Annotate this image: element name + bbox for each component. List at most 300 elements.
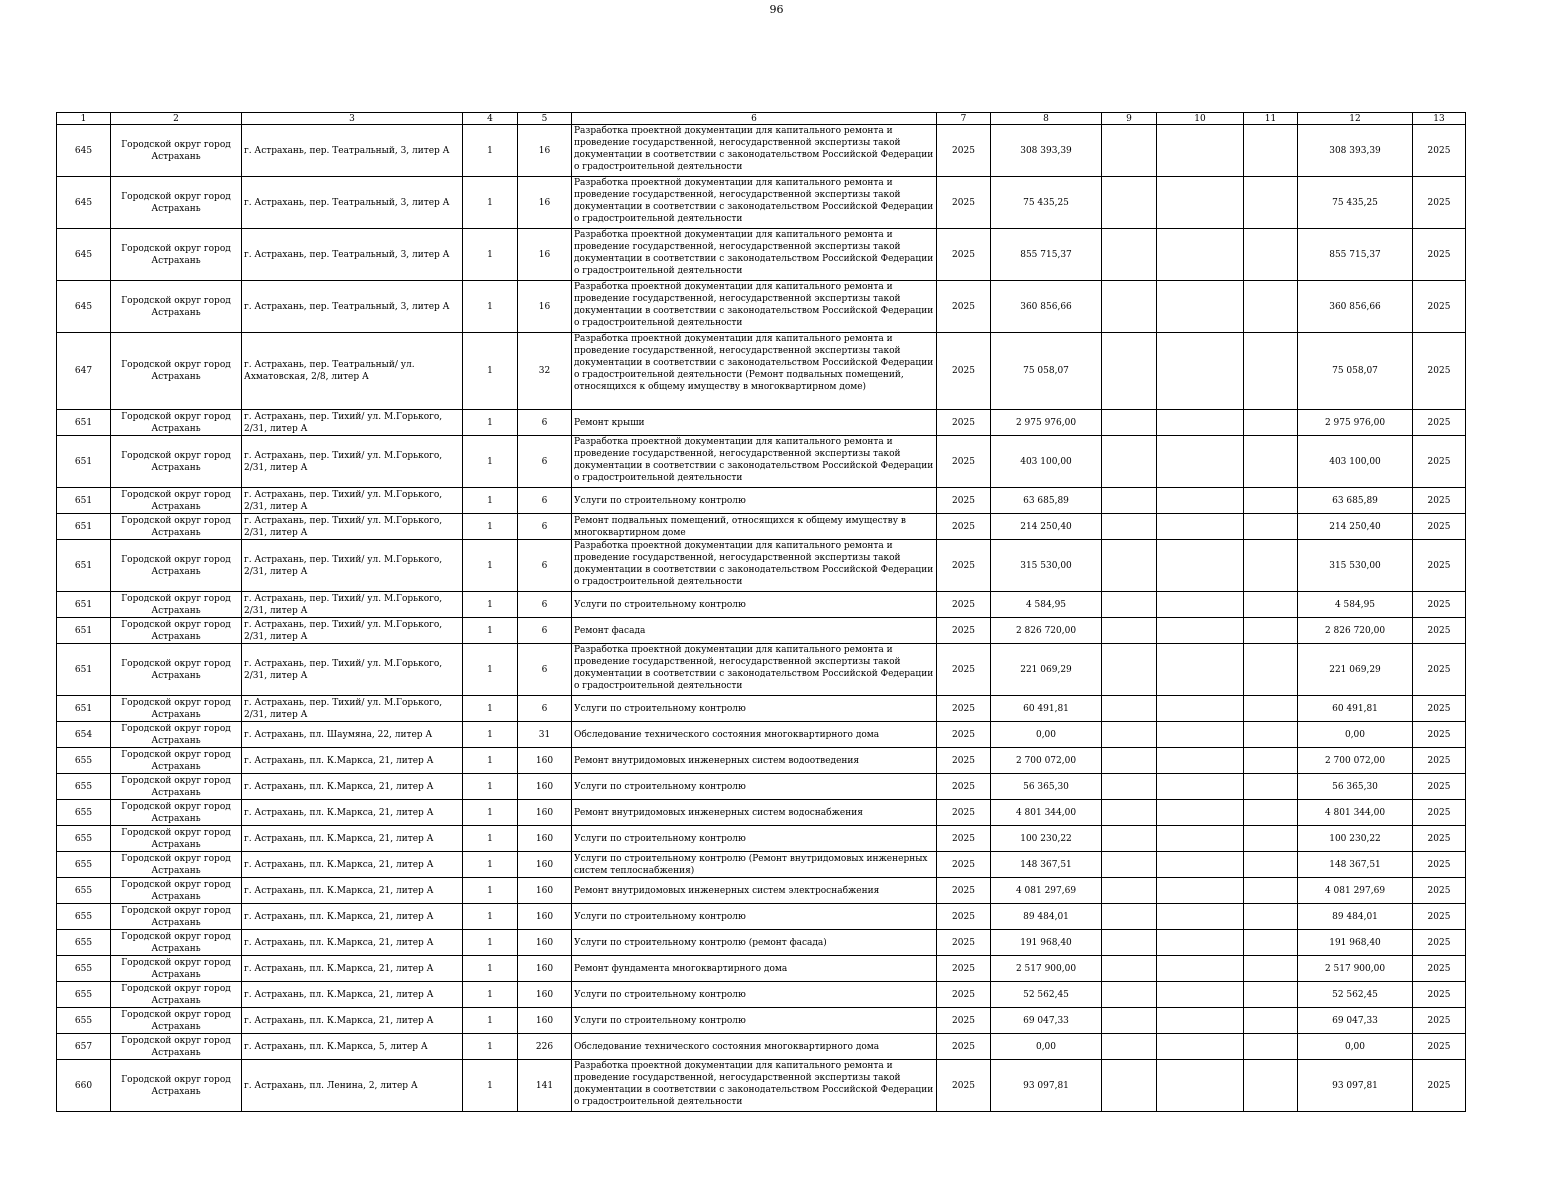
cell-col9 — [1102, 748, 1157, 774]
cell-cost-total: 360 856,66 — [991, 281, 1102, 333]
table-header — [57, 113, 1466, 125]
cell-work-type: Ремонт внутридомовых инженерных систем водоотведения — [572, 748, 937, 774]
cell-col9 — [1102, 956, 1157, 982]
cell-col9 — [1102, 982, 1157, 1008]
cell-col11 — [1244, 592, 1298, 618]
cell-cost-region: 63 685,89 — [1298, 488, 1413, 514]
cell-col9 — [1102, 125, 1157, 177]
cell-year-end: 2025 — [1413, 540, 1466, 592]
cell-municipality: Городской округ город Астрахань — [111, 1060, 242, 1112]
cell-cost-total: 191 968,40 — [991, 930, 1102, 956]
header-cell-5: 5 — [518, 113, 572, 125]
cell-col9 — [1102, 774, 1157, 800]
cell-number: 655 — [57, 930, 111, 956]
cell-col9 — [1102, 514, 1157, 540]
cell-year-end: 2025 — [1413, 982, 1466, 1008]
cell-work-type: Услуги по строительному контролю — [572, 982, 937, 1008]
cell-cost-total: 75 435,25 — [991, 177, 1102, 229]
cell-year: 2025 — [937, 514, 991, 540]
table-row — [57, 826, 1466, 852]
cell-col10 — [1157, 436, 1244, 488]
cell-col5: 160 — [518, 878, 572, 904]
cell-number: 645 — [57, 177, 111, 229]
cell-number: 655 — [57, 852, 111, 878]
table-row — [57, 1034, 1466, 1060]
header-row — [57, 113, 1466, 125]
cell-col9 — [1102, 1008, 1157, 1034]
cell-col11 — [1244, 956, 1298, 982]
cell-col9 — [1102, 878, 1157, 904]
table-row — [57, 125, 1466, 177]
table-row — [57, 696, 1466, 722]
cell-col11 — [1244, 177, 1298, 229]
cell-col10 — [1157, 956, 1244, 982]
cell-col4: 1 — [463, 488, 518, 514]
cell-col9 — [1102, 1060, 1157, 1112]
cell-year: 2025 — [937, 826, 991, 852]
cell-cost-total: 52 562,45 — [991, 982, 1102, 1008]
cell-year: 2025 — [937, 1060, 991, 1112]
cell-col5: 16 — [518, 177, 572, 229]
header-cell-7: 7 — [937, 113, 991, 125]
cell-year: 2025 — [937, 982, 991, 1008]
cell-col5: 160 — [518, 852, 572, 878]
cell-year-end: 2025 — [1413, 800, 1466, 826]
cell-col10 — [1157, 878, 1244, 904]
cell-col5: 160 — [518, 748, 572, 774]
cell-year-end: 2025 — [1413, 229, 1466, 281]
table-row — [57, 410, 1466, 436]
cell-cost-total: 221 069,29 — [991, 644, 1102, 696]
cell-cost-total: 4 081 297,69 — [991, 878, 1102, 904]
cell-year-end: 2025 — [1413, 644, 1466, 696]
cell-year-end: 2025 — [1413, 618, 1466, 644]
cell-cost-total: 148 367,51 — [991, 852, 1102, 878]
cell-col11 — [1244, 800, 1298, 826]
cell-cost-region: 4 081 297,69 — [1298, 878, 1413, 904]
cell-year-end: 2025 — [1413, 878, 1466, 904]
cell-col10 — [1157, 125, 1244, 177]
cell-year-end: 2025 — [1413, 696, 1466, 722]
table-row — [57, 488, 1466, 514]
cell-cost-region: 148 367,51 — [1298, 852, 1413, 878]
cell-col11 — [1244, 930, 1298, 956]
cell-col4: 1 — [463, 177, 518, 229]
cell-number: 655 — [57, 904, 111, 930]
cell-col10 — [1157, 982, 1244, 1008]
cell-col11 — [1244, 125, 1298, 177]
cell-municipality: Городской округ город Астрахань — [111, 878, 242, 904]
cell-col11 — [1244, 722, 1298, 748]
cell-year: 2025 — [937, 333, 991, 410]
table-row — [57, 800, 1466, 826]
cell-cost-total: 89 484,01 — [991, 904, 1102, 930]
cell-year: 2025 — [937, 488, 991, 514]
cell-col4: 1 — [463, 1008, 518, 1034]
table-row — [57, 1060, 1466, 1112]
cell-col9 — [1102, 644, 1157, 696]
cell-number: 651 — [57, 514, 111, 540]
cell-number: 651 — [57, 644, 111, 696]
cell-year: 2025 — [937, 904, 991, 930]
cell-year: 2025 — [937, 1034, 991, 1060]
cell-address: г. Астрахань, пл. К.Маркса, 5, литер А — [242, 1034, 463, 1060]
cell-address: г. Астрахань, пер. Тихий/ ул. М.Горького, 2/31, литер А — [242, 644, 463, 696]
cell-col5: 160 — [518, 904, 572, 930]
table-row — [57, 878, 1466, 904]
cell-col5: 160 — [518, 1008, 572, 1034]
cell-col10 — [1157, 488, 1244, 514]
cell-col5: 6 — [518, 514, 572, 540]
table-row — [57, 333, 1466, 410]
cell-cost-total: 93 097,81 — [991, 1060, 1102, 1112]
cell-col5: 160 — [518, 956, 572, 982]
cell-municipality: Городской округ город Астрахань — [111, 696, 242, 722]
cell-col10 — [1157, 774, 1244, 800]
header-cell-12: 12 — [1298, 113, 1413, 125]
cell-col4: 1 — [463, 826, 518, 852]
cell-cost-region: 360 856,66 — [1298, 281, 1413, 333]
cell-col10 — [1157, 904, 1244, 930]
cell-number: 655 — [57, 982, 111, 1008]
cell-number: 645 — [57, 281, 111, 333]
cell-year-end: 2025 — [1413, 592, 1466, 618]
cell-municipality: Городской округ город Астрахань — [111, 229, 242, 281]
header-cell-13: 13 — [1413, 113, 1466, 125]
cell-col11 — [1244, 540, 1298, 592]
cell-address: г. Астрахань, пер. Тихий/ ул. М.Горького, 2/31, литер А — [242, 592, 463, 618]
cell-cost-total: 60 491,81 — [991, 696, 1102, 722]
cell-cost-region: 89 484,01 — [1298, 904, 1413, 930]
cell-number: 651 — [57, 488, 111, 514]
cell-number: 655 — [57, 956, 111, 982]
cell-col10 — [1157, 618, 1244, 644]
cell-address: г. Астрахань, пер. Тихий/ ул. М.Горького, 2/31, литер А — [242, 410, 463, 436]
cell-col5: 160 — [518, 800, 572, 826]
cell-number: 655 — [57, 878, 111, 904]
cell-col11 — [1244, 696, 1298, 722]
table-row — [57, 229, 1466, 281]
cell-col4: 1 — [463, 800, 518, 826]
header-cell-8: 8 — [991, 113, 1102, 125]
cell-work-type: Разработка проектной документации для капитального ремонта и проведение государственной, негосударственной экспертизы такой документации в соответствии с законодательством Российской Федерации о градостроительной деятельности — [572, 125, 937, 177]
cell-col4: 1 — [463, 410, 518, 436]
cell-col9 — [1102, 1034, 1157, 1060]
cell-col4: 1 — [463, 333, 518, 410]
cell-col5: 16 — [518, 281, 572, 333]
cell-work-type: Ремонт фундамента многоквартирного дома — [572, 956, 937, 982]
cell-col11 — [1244, 281, 1298, 333]
cell-year: 2025 — [937, 618, 991, 644]
cell-work-type: Услуги по строительному контролю — [572, 774, 937, 800]
cell-col10 — [1157, 826, 1244, 852]
cell-cost-region: 69 047,33 — [1298, 1008, 1413, 1034]
cell-municipality: Городской округ город Астрахань — [111, 410, 242, 436]
table-row — [57, 956, 1466, 982]
cell-municipality: Городской округ город Астрахань — [111, 930, 242, 956]
table-row — [57, 852, 1466, 878]
cell-col11 — [1244, 229, 1298, 281]
cell-work-type: Услуги по строительному контролю — [572, 1008, 937, 1034]
cell-col5: 6 — [518, 540, 572, 592]
cell-col11 — [1244, 1060, 1298, 1112]
cell-cost-total: 69 047,33 — [991, 1008, 1102, 1034]
cell-col5: 160 — [518, 930, 572, 956]
cell-col11 — [1244, 1008, 1298, 1034]
cell-address: г. Астрахань, пл. К.Маркса, 21, литер А — [242, 930, 463, 956]
cell-address: г. Астрахань, пл. К.Маркса, 21, литер А — [242, 852, 463, 878]
cell-col9 — [1102, 540, 1157, 592]
cell-year-end: 2025 — [1413, 333, 1466, 410]
cell-year-end: 2025 — [1413, 852, 1466, 878]
cell-number: 651 — [57, 436, 111, 488]
cell-year: 2025 — [937, 281, 991, 333]
cell-work-type: Разработка проектной документации для капитального ремонта и проведение государственной, негосударственной экспертизы такой документации в соответствии с законодательством Российской Федерации о градостроительной деятельности (Ремонт подвальных помещений, относящихся к общему имуществу в многоквартирном доме) — [572, 333, 937, 410]
cell-col10 — [1157, 229, 1244, 281]
cell-work-type: Ремонт крыши — [572, 410, 937, 436]
cell-col11 — [1244, 982, 1298, 1008]
cell-col4: 1 — [463, 644, 518, 696]
table-row — [57, 540, 1466, 592]
cell-col11 — [1244, 436, 1298, 488]
cell-year: 2025 — [937, 722, 991, 748]
cell-col10 — [1157, 1008, 1244, 1034]
cell-year-end: 2025 — [1413, 125, 1466, 177]
cell-municipality: Городской округ город Астрахань — [111, 1008, 242, 1034]
cell-col9 — [1102, 696, 1157, 722]
cell-cost-total: 0,00 — [991, 722, 1102, 748]
cell-col4: 1 — [463, 1060, 518, 1112]
cell-cost-region: 75 435,25 — [1298, 177, 1413, 229]
cell-municipality: Городской округ город Астрахань — [111, 125, 242, 177]
cell-col9 — [1102, 852, 1157, 878]
cell-work-type: Услуги по строительному контролю — [572, 696, 937, 722]
cell-cost-total: 855 715,37 — [991, 229, 1102, 281]
table-row — [57, 748, 1466, 774]
cell-year: 2025 — [937, 410, 991, 436]
cell-work-type: Разработка проектной документации для капитального ремонта и проведение государственной, негосударственной экспертизы такой документации в соответствии с законодательством Российской Федерации о градостроительной деятельности — [572, 644, 937, 696]
cell-year: 2025 — [937, 1008, 991, 1034]
cell-year-end: 2025 — [1413, 410, 1466, 436]
cell-col9 — [1102, 436, 1157, 488]
cell-year: 2025 — [937, 956, 991, 982]
table-row — [57, 592, 1466, 618]
cell-col5: 16 — [518, 229, 572, 281]
cell-col10 — [1157, 177, 1244, 229]
cell-cost-total: 2 826 720,00 — [991, 618, 1102, 644]
cell-year: 2025 — [937, 878, 991, 904]
cell-col11 — [1244, 878, 1298, 904]
cell-cost-total: 214 250,40 — [991, 514, 1102, 540]
cell-work-type: Услуги по строительному контролю — [572, 904, 937, 930]
cell-cost-region: 52 562,45 — [1298, 982, 1413, 1008]
table-row — [57, 436, 1466, 488]
cell-col10 — [1157, 592, 1244, 618]
cell-municipality: Городской округ город Астрахань — [111, 333, 242, 410]
cell-col10 — [1157, 1034, 1244, 1060]
cell-number: 657 — [57, 1034, 111, 1060]
cell-address: г. Астрахань, пл. Шаумяна, 22, литер А — [242, 722, 463, 748]
cell-work-type: Услуги по строительному контролю (Ремонт внутридомовых инженерных систем теплоснабжения) — [572, 852, 937, 878]
cell-work-type: Обследование технического состояния многоквартирного дома — [572, 722, 937, 748]
cell-col11 — [1244, 618, 1298, 644]
cell-col5: 160 — [518, 982, 572, 1008]
cell-work-type: Ремонт подвальных помещений, относящихся к общему имуществу в многоквартирном доме — [572, 514, 937, 540]
cell-year: 2025 — [937, 748, 991, 774]
cell-address: г. Астрахань, пл. К.Маркса, 21, литер А — [242, 904, 463, 930]
cell-cost-region: 403 100,00 — [1298, 436, 1413, 488]
cell-municipality: Городской округ город Астрахань — [111, 956, 242, 982]
cell-cost-region: 60 491,81 — [1298, 696, 1413, 722]
cell-cost-total: 2 975 976,00 — [991, 410, 1102, 436]
cell-cost-total: 75 058,07 — [991, 333, 1102, 410]
cell-year: 2025 — [937, 696, 991, 722]
cell-col9 — [1102, 592, 1157, 618]
cell-col4: 1 — [463, 1034, 518, 1060]
cell-address: г. Астрахань, пер. Театральный/ ул. Ахматовская, 2/8, литер А — [242, 333, 463, 410]
header-cell-10: 10 — [1157, 113, 1244, 125]
cell-number: 651 — [57, 618, 111, 644]
cell-work-type: Обследование технического состояния многоквартирного дома — [572, 1034, 937, 1060]
cell-address: г. Астрахань, пл. К.Маркса, 21, литер А — [242, 800, 463, 826]
cell-col10 — [1157, 930, 1244, 956]
cell-cost-region: 0,00 — [1298, 722, 1413, 748]
cell-col11 — [1244, 748, 1298, 774]
header-cell-6: 6 — [572, 113, 937, 125]
cell-cost-total: 56 365,30 — [991, 774, 1102, 800]
cell-work-type: Разработка проектной документации для капитального ремонта и проведение государственной, негосударственной экспертизы такой документации в соответствии с законодательством Российской Федерации о градостроительной деятельности — [572, 1060, 937, 1112]
cell-col4: 1 — [463, 774, 518, 800]
cell-col5: 6 — [518, 436, 572, 488]
cell-municipality: Городской округ город Астрахань — [111, 904, 242, 930]
cell-col11 — [1244, 514, 1298, 540]
cell-work-type: Разработка проектной документации для капитального ремонта и проведение государственной, негосударственной экспертизы такой документации в соответствии с законодательством Российской Федерации о градостроительной деятельности — [572, 540, 937, 592]
cell-col9 — [1102, 229, 1157, 281]
cell-col5: 32 — [518, 333, 572, 410]
cell-number: 645 — [57, 229, 111, 281]
cell-work-type: Разработка проектной документации для капитального ремонта и проведение государственной, негосударственной экспертизы такой документации в соответствии с законодательством Российской Федерации о градостроительной деятельности — [572, 229, 937, 281]
cell-address: г. Астрахань, пл. К.Маркса, 21, литер А — [242, 1008, 463, 1034]
cell-col5: 31 — [518, 722, 572, 748]
table-row — [57, 514, 1466, 540]
cell-col11 — [1244, 774, 1298, 800]
cell-number: 655 — [57, 800, 111, 826]
cell-year: 2025 — [937, 229, 991, 281]
cell-year-end: 2025 — [1413, 774, 1466, 800]
cell-col10 — [1157, 333, 1244, 410]
cell-address: г. Астрахань, пер. Тихий/ ул. М.Горького, 2/31, литер А — [242, 488, 463, 514]
cell-col11 — [1244, 333, 1298, 410]
cell-year-end: 2025 — [1413, 722, 1466, 748]
cell-address: г. Астрахань, пер. Тихий/ ул. М.Горького, 2/31, литер А — [242, 514, 463, 540]
cell-col11 — [1244, 644, 1298, 696]
cell-address: г. Астрахань, пер. Театральный, 3, литер А — [242, 281, 463, 333]
cell-address: г. Астрахань, пер. Театральный, 3, литер А — [242, 177, 463, 229]
cell-address: г. Астрахань, пер. Театральный, 3, литер А — [242, 229, 463, 281]
cell-col9 — [1102, 904, 1157, 930]
cell-col10 — [1157, 644, 1244, 696]
cell-municipality: Городской округ город Астрахань — [111, 618, 242, 644]
cell-col9 — [1102, 826, 1157, 852]
cell-cost-region: 855 715,37 — [1298, 229, 1413, 281]
cell-col4: 1 — [463, 592, 518, 618]
cell-year: 2025 — [937, 177, 991, 229]
cell-col5: 6 — [518, 592, 572, 618]
cell-col4: 1 — [463, 125, 518, 177]
cell-cost-total: 0,00 — [991, 1034, 1102, 1060]
cell-work-type: Ремонт внутридомовых инженерных систем водоснабжения — [572, 800, 937, 826]
cell-address: г. Астрахань, пл. К.Маркса, 21, литер А — [242, 774, 463, 800]
cell-col5: 6 — [518, 618, 572, 644]
cell-cost-total: 403 100,00 — [991, 436, 1102, 488]
cell-cost-region: 56 365,30 — [1298, 774, 1413, 800]
cell-address: г. Астрахань, пл. К.Маркса, 21, литер А — [242, 878, 463, 904]
cell-cost-region: 75 058,07 — [1298, 333, 1413, 410]
table-row — [57, 644, 1466, 696]
cell-year-end: 2025 — [1413, 904, 1466, 930]
cell-col10 — [1157, 800, 1244, 826]
cell-work-type: Разработка проектной документации для капитального ремонта и проведение государственной, негосударственной экспертизы такой документации в соответствии с законодательством Российской Федерации о градостроительной деятельности — [572, 281, 937, 333]
cell-cost-region: 2 517 900,00 — [1298, 956, 1413, 982]
cell-col11 — [1244, 852, 1298, 878]
cell-year-end: 2025 — [1413, 956, 1466, 982]
cell-address: г. Астрахань, пер. Тихий/ ул. М.Горького, 2/31, литер А — [242, 618, 463, 644]
cell-col11 — [1244, 488, 1298, 514]
cell-municipality: Городской округ город Астрахань — [111, 1034, 242, 1060]
cell-number: 651 — [57, 540, 111, 592]
cell-year-end: 2025 — [1413, 177, 1466, 229]
cell-col10 — [1157, 540, 1244, 592]
cell-number: 645 — [57, 125, 111, 177]
cell-municipality: Городской округ город Астрахань — [111, 722, 242, 748]
cell-address: г. Астрахань, пл. К.Маркса, 21, литер А — [242, 956, 463, 982]
cell-col5: 6 — [518, 410, 572, 436]
cell-col4: 1 — [463, 618, 518, 644]
cell-col9 — [1102, 333, 1157, 410]
cell-col9 — [1102, 488, 1157, 514]
cell-year: 2025 — [937, 800, 991, 826]
cell-municipality: Городской округ город Астрахань — [111, 592, 242, 618]
cell-year: 2025 — [937, 436, 991, 488]
cell-number: 655 — [57, 748, 111, 774]
cell-work-type: Разработка проектной документации для капитального ремонта и проведение государственной, негосударственной экспертизы такой документации в соответствии с законодательством Российской Федерации о градостроительной деятельности — [572, 436, 937, 488]
cell-year-end: 2025 — [1413, 488, 1466, 514]
cell-col5: 16 — [518, 125, 572, 177]
cell-col4: 1 — [463, 722, 518, 748]
cell-year: 2025 — [937, 592, 991, 618]
cell-year: 2025 — [937, 644, 991, 696]
table-row — [57, 930, 1466, 956]
cell-work-type: Ремонт фасада — [572, 618, 937, 644]
cell-cost-region: 221 069,29 — [1298, 644, 1413, 696]
cell-municipality: Городской округ город Астрахань — [111, 644, 242, 696]
table-row — [57, 1008, 1466, 1034]
cell-col5: 226 — [518, 1034, 572, 1060]
cell-col4: 1 — [463, 852, 518, 878]
cell-col4: 1 — [463, 696, 518, 722]
cell-col9 — [1102, 177, 1157, 229]
cell-col5: 160 — [518, 826, 572, 852]
table-row — [57, 618, 1466, 644]
cell-number: 655 — [57, 774, 111, 800]
cell-cost-total: 100 230,22 — [991, 826, 1102, 852]
cell-cost-region: 2 975 976,00 — [1298, 410, 1413, 436]
cell-year-end: 2025 — [1413, 930, 1466, 956]
cell-col10 — [1157, 514, 1244, 540]
cell-col11 — [1244, 410, 1298, 436]
cell-col9 — [1102, 930, 1157, 956]
cell-col4: 1 — [463, 904, 518, 930]
